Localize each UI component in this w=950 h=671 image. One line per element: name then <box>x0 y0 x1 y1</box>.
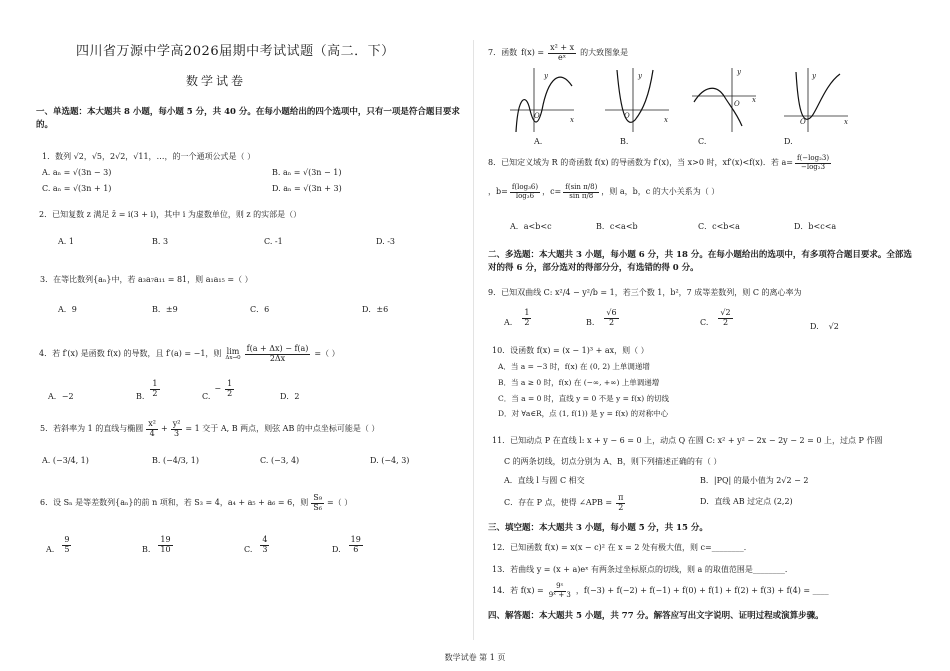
exam-title: 四川省万源中学高2026届期中考试试题（高二．下） <box>76 44 395 59</box>
q8-option-c: C．c<b<a <box>698 222 740 231</box>
q5-x-num: x² <box>148 419 156 428</box>
q14-stem <box>492 583 829 599</box>
q8-stem-line2 <box>488 184 719 200</box>
q1-option-a: A. aₙ = √(3n − 3) <box>42 168 112 177</box>
q6-option-d <box>332 536 363 555</box>
q4-stem <box>39 345 340 364</box>
q9-option-b <box>586 309 619 328</box>
q7-c-origin: O <box>734 100 740 108</box>
q6-a-label: A. <box>46 544 55 554</box>
q7-stem <box>488 44 628 63</box>
q7-den: eˣ <box>558 52 567 62</box>
q6-d-frac <box>349 536 363 555</box>
q5-c-val: (−3, 4) <box>270 456 300 465</box>
q6-b-den: 10 <box>160 544 171 554</box>
section-multi-choice: 二、多选题：本大题共 3 小题，每小题 6 分，共 18 分。在每小题给出的选项中，有多项符合题目要求。全部选对的得 6 分，部分选对的得部分分，有选错的得 0 分。 <box>488 250 912 273</box>
q6-option-b <box>142 536 173 555</box>
q9-b-num: √6 <box>606 308 617 317</box>
q3-stem: 3．在等比数列{aₙ}中，若 a₃a₇a₁₁ = 81，则 a₁a₁₅ =（ ） <box>40 275 253 284</box>
q1-option-d: D. aₙ = √(3n + 3) <box>272 184 342 193</box>
q8-c-frac <box>563 184 599 200</box>
q4-c-sign: − <box>214 384 222 393</box>
q9-c-frac <box>718 309 732 328</box>
q6-b-num: 19 <box>160 535 171 544</box>
q9-option-d <box>810 322 839 332</box>
q5-y-num: y² <box>172 419 181 428</box>
q4-limit <box>225 348 240 362</box>
q9-a-frac <box>522 309 531 328</box>
q7-stem-b: 的大致图象是 <box>580 48 629 58</box>
q11-option-d: D．直线 AB 过定点 (2,2) <box>700 497 793 506</box>
q8-stem <box>488 155 831 171</box>
q7-b-axis-x: x <box>664 116 668 124</box>
q7-graph-c <box>690 66 760 136</box>
q4-b-num: 1 <box>152 378 158 388</box>
q5-a-val: (−3/4, 1) <box>52 456 89 465</box>
q7-c-axis-x: x <box>752 96 756 104</box>
q4-fraction-num: f(a + Δx) − f(a) <box>246 344 309 353</box>
q2-option-b: B. 3 <box>152 237 169 246</box>
q4-option-d: D．2 <box>280 392 300 401</box>
q9-a-num: 1 <box>524 308 530 317</box>
q11-c-den: 2 <box>618 502 624 512</box>
q4-fraction-den: 2Δx <box>269 353 286 363</box>
q3-option-b: B．±9 <box>152 305 178 314</box>
q6-c-label: C. <box>244 544 253 554</box>
q7-d-curve <box>796 72 840 119</box>
q6-a-frac <box>62 536 71 555</box>
q8-b-pre: ，b= <box>488 187 508 197</box>
q14-stem-a: 14．若 f(x) = <box>492 586 544 596</box>
q8-a-frac <box>795 155 831 171</box>
q4-c-num: 1 <box>227 378 233 388</box>
q8-stem-a: 8．已知定义域为 R 的奇函数 f(x) 的导函数为 f′(x)，当 x>0 时，xf′(x)<f(x)．若 a= <box>488 158 793 168</box>
q5-option-d <box>370 456 409 466</box>
q6-a-den: 5 <box>64 544 70 554</box>
q4-option-a: A．−2 <box>48 392 74 401</box>
q7-d-axis-y: y <box>812 72 816 80</box>
q7-option-b: B. <box>620 137 629 146</box>
q10-stem: 10．设函数 f(x) = (x − 1)³ + ax，则（ ） <box>492 346 649 355</box>
q4-c-den: 2 <box>227 388 233 398</box>
q7-b-origin: O <box>624 112 630 120</box>
q9-b-den: 2 <box>608 317 615 327</box>
q9-d-label: D. <box>810 322 819 331</box>
q5-stem-a: 5．若斜率为 1 的直线与椭圆 <box>40 424 144 434</box>
section-fill-blank: 三、填空题：本大题共 3 小题，每小题 5 分，共 15 分。 <box>488 523 708 533</box>
q10-option-a: A．当 a = −3 时，f(x) 在 (0, 2) 上单调递增 <box>498 362 650 371</box>
q11-stem-2: C 的两条切线，切点分别为 A、B，则下列描述正确的有（ ） <box>504 457 722 466</box>
q6-s-num: S₉ <box>313 493 322 502</box>
q7-option-d: D. <box>784 137 793 146</box>
q9-option-a <box>504 309 531 328</box>
page-footer: 数学试卷 第 1 页 <box>444 653 506 662</box>
q11-option-a: A．直线 l 与圆 C 相交 <box>504 476 585 485</box>
q6-option-c <box>244 536 269 555</box>
q6-stem <box>40 494 352 513</box>
q8-a-den: −log₂3 <box>800 162 826 171</box>
q8-b-den: log₃6 <box>515 191 535 200</box>
q5-x-frac <box>146 420 158 439</box>
q9-d-val: √2 <box>828 322 839 331</box>
q7-c-axis-y: y <box>737 68 741 76</box>
q6-b-frac <box>158 536 172 555</box>
q5-x-den: 4 <box>149 428 155 438</box>
q12-stem: 12．已知函数 f(x) = x(x − c)² 在 x = 2 处有极大值，则 c=________． <box>492 543 752 552</box>
q7-d-origin: O <box>800 118 806 126</box>
q11-c-frac <box>616 494 625 513</box>
q5-stem <box>40 420 379 439</box>
q8-b-frac <box>510 184 540 200</box>
q4-stem-text: 4．若 f′(x) 是函数 f(x) 的导数，且 f′(a) = −1，则 <box>39 349 222 359</box>
q2-option-d: D. -3 <box>376 237 396 246</box>
q6-d-den: 6 <box>353 544 359 554</box>
q11-c-num: π <box>618 493 624 502</box>
q5-b-label: B. <box>152 456 161 465</box>
q7-graph-d <box>782 66 852 136</box>
q14-den: 9ˣ + 3 <box>548 590 571 599</box>
q6-c-num: 4 <box>262 535 268 544</box>
q5-y-frac <box>171 420 183 439</box>
q4-option-b-label: B. <box>136 392 145 401</box>
q8-b-num: f(log₃6) <box>511 183 539 191</box>
q5-option-c <box>260 456 299 466</box>
q10-option-b: B．当 a ≥ 0 时，f(x) 在 (−∞, +∞) 上单调递增 <box>498 378 660 387</box>
q8-tail: ，则 a，b，c 的大小关系为（ ） <box>601 187 720 197</box>
q4-lim-sub: Δx→0 <box>225 354 241 361</box>
q1-option-c: C. aₙ = √(3n + 1) <box>42 184 112 193</box>
q4-option-b <box>136 376 160 402</box>
q7-d-axis-x: x <box>844 118 848 126</box>
q7-num: x² + x <box>550 43 575 52</box>
q9-c-label: C. <box>700 317 709 327</box>
q9-stem: 9．已知双曲线 C: x²/4 − y²/b = 1，若三个数 1，b²，7 成等差数列，则 C 的离心率为 <box>488 288 802 297</box>
q1-stem: 1．数列 √2，√5，2√2，√11，…，的一个通项公式是（ ） <box>42 152 256 161</box>
q9-c-num: √2 <box>720 308 731 317</box>
q5-option-a <box>42 456 89 466</box>
q11-stem: 11．已知动点 P 在直线 l: x + y − 6 = 0 上，动点 Q 在圆 C: x² + y² − 2x − 2y − 2 = 0 上，过点 P 作圆 <box>492 436 883 445</box>
q6-s-den: S₆ <box>313 502 322 512</box>
q6-s-frac <box>311 494 324 513</box>
q11-option-c <box>504 494 625 513</box>
q5-d-val: (−4, 3) <box>381 456 410 465</box>
q11-c-text: C．存在 P 点，使得 ∠APB = <box>504 498 613 508</box>
q6-d-num: 19 <box>350 535 361 544</box>
q5-y-den: 3 <box>174 428 180 438</box>
q6-option-a <box>46 536 71 555</box>
q14-stem-b: ，f(−3) + f(−2) + f(−1) + f(0) + f(1) + f(2) + f(3) + f(4) = ____ <box>575 586 829 596</box>
q7-b-axis-y: y <box>638 72 642 80</box>
q13-stem: 13．若曲线 y = (x + a)eˣ 有两条过坐标原点的切线，则 a 的取值范围是________． <box>492 565 793 574</box>
exam-subtitle: 数学试卷 <box>186 74 247 88</box>
q4-option-c-label: C. <box>202 392 211 401</box>
q5-d-label: D. <box>370 456 379 465</box>
q7-graph-a <box>508 66 578 136</box>
q5-option-b <box>152 456 199 466</box>
q4-option-b-frac <box>150 380 159 399</box>
section-single-choice: 一、单选题：本大题共 8 小题，每小题 5 分，共 40 分。在每小题给出的四个选项中，只有一项是符合题目要求的。 <box>36 107 460 130</box>
q5-c-label: C. <box>260 456 269 465</box>
section-solutions: 四、解答题：本大题共 5 小题，共 77 分。解答应写出文字说明、证明过程或演算步骤。 <box>488 611 824 621</box>
q8-c-den: sin π/8 <box>569 191 594 200</box>
q9-b-label: B. <box>586 317 595 327</box>
q9-b-frac <box>604 309 618 328</box>
column-divider <box>473 40 474 640</box>
q9-option-c <box>700 309 733 328</box>
q4-tail: =（ ） <box>314 349 340 359</box>
q2-stem: 2．已知复数 z 满足 z̄ = i(3 + i)，其中 i 为虚数单位，则 z 的实部是（） <box>39 210 302 219</box>
q7-a-curve <box>516 77 572 132</box>
q8-option-d: D．b<c<a <box>794 222 837 231</box>
q5-stem-b: = 1 交于 A, B 两点，则弦 AB 的中点坐标可能是（ ） <box>185 424 380 434</box>
q5-plus: + <box>160 424 168 434</box>
q3-option-d: D．±6 <box>362 305 389 314</box>
q3-option-a: A．9 <box>58 305 77 314</box>
q8-c-pre: ，c= <box>542 187 562 197</box>
q10-option-d: D．对 ∀a∈R，点 (1, f(1)) 是 y = f(x) 的对称中心 <box>498 409 669 418</box>
q9-a-den: 2 <box>524 317 530 327</box>
q4-lim: lim <box>226 346 240 356</box>
q1-option-b: B. aₙ = √(3n − 1) <box>272 168 342 177</box>
q3-option-c: C．6 <box>250 305 270 314</box>
q6-d-label: D. <box>332 544 341 554</box>
q6-c-frac <box>260 536 269 555</box>
q2-option-a: A. 1 <box>58 237 74 246</box>
q7-a-origin: O <box>534 112 540 120</box>
q7-frac <box>548 44 576 63</box>
q8-a-num: f(−log₂3) <box>796 154 830 162</box>
q14-frac <box>547 583 573 599</box>
q8-option-a: A．a<b<c <box>510 222 552 231</box>
q7-b-curve <box>617 70 653 122</box>
q6-stem-a: 6．设 Sₙ 是等差数列{aₙ}的前 n 项和，若 S₃ = 4，a₄ + a₅ + a₆ = 6，则 <box>40 498 309 508</box>
q4-fraction <box>245 345 311 364</box>
q9-a-label: A. <box>504 317 513 327</box>
q9-c-den: 2 <box>722 317 729 327</box>
q7-a-axis-x: x <box>570 116 574 124</box>
q8-option-b: B．c<a<b <box>596 222 638 231</box>
q6-c-den: 3 <box>262 544 268 554</box>
q7-option-a: A. <box>534 137 543 146</box>
q6-b-label: B. <box>142 544 151 554</box>
q14-num: 9ˣ <box>556 582 564 590</box>
q6-tail: =（ ） <box>326 498 353 508</box>
q4-option-c-frac <box>225 380 234 399</box>
q4-b-den: 2 <box>152 388 158 398</box>
q6-a-num: 9 <box>64 535 70 544</box>
q10-option-c: C．当 a = 0 时，直线 y = 0 不是 y = f(x) 的切线 <box>498 394 670 403</box>
q7-stem-a: 7．函数 <box>488 48 518 58</box>
q11-option-b: B．|PQ| 的最小值为 2√2 − 2 <box>700 476 809 485</box>
q7-option-c: C. <box>698 137 707 146</box>
q8-c-num: f(sin π/8) <box>565 183 598 191</box>
q5-a-label: A. <box>42 456 51 465</box>
q7-a-axis-y: y <box>544 72 548 80</box>
q5-b-val: (−4/3, 1) <box>162 456 199 465</box>
q7-fx: f(x) = <box>521 48 545 58</box>
q2-option-c: C. -1 <box>264 237 283 246</box>
q4-option-c <box>202 376 234 402</box>
